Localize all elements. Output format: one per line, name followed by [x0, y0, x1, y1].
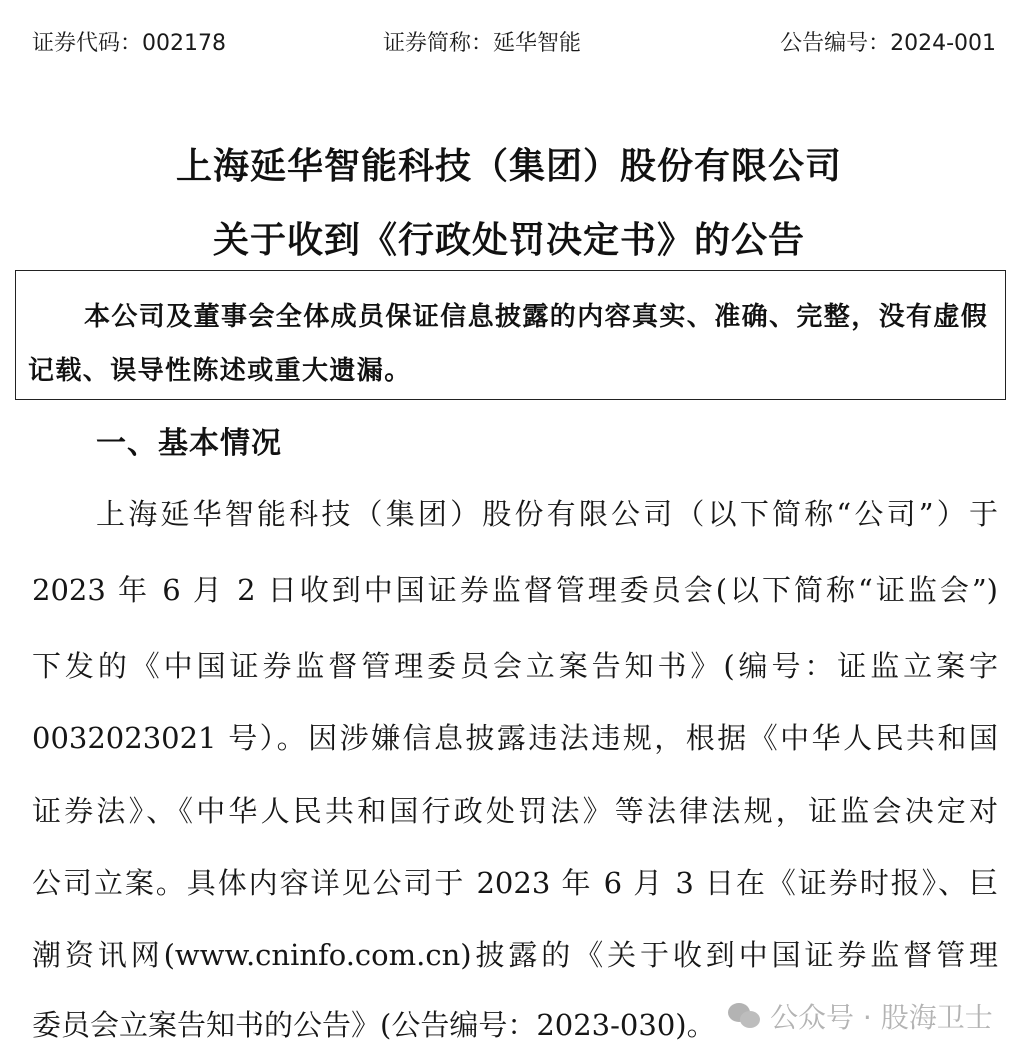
- watermark-text: 公众号 · 股海卫士: [770, 1001, 993, 1034]
- document-header: [0, 28, 1018, 60]
- company-title: 上海延华智能科技（集团）股份有限公司: [175, 146, 842, 187]
- paragraph-line: 下发的《中国证券监督管理委员会立案告知书》(编号：证监立案字: [32, 649, 998, 683]
- paragraph-line: 公司立案。具体内容详见公司于 2023 年 6 月 3 日在《证券时报》、巨: [32, 866, 998, 900]
- paragraph-line: 上海延华智能科技（集团）股份有限公司（以下简称“公司”）于: [96, 497, 998, 531]
- paragraph-line: 潮资讯网(www.cninfo.com.cn)披露的《关于收到中国证券监督管理: [32, 938, 998, 972]
- paragraph-line: 证券法》、《中华人民共和国行政处罚法》等法律法规，证监会决定对: [32, 794, 998, 828]
- section-heading: 一、基本情况: [96, 426, 282, 461]
- announcement-number: 公告编号：2024-001: [780, 31, 996, 56]
- watermark: [728, 996, 993, 1036]
- announcement-title: 关于收到《行政处罚决定书》的公告: [212, 220, 805, 261]
- stock-code: 证券代码：002178: [32, 31, 226, 56]
- paragraph-line: 0032023021 号）。因涉嫌信息披露违法违规，根据《中华人民共和国: [32, 721, 998, 755]
- disclaimer-box: [15, 270, 1006, 400]
- stock-short-name: 证券简称：延华智能: [383, 31, 582, 56]
- paragraph-line: 委员会立案告知书的公告》(公告编号：2023-030)。: [32, 1008, 716, 1042]
- disclaimer-line: 本公司及董事会全体成员保证信息披露的内容真实、准确、完整，没有虚假: [84, 302, 989, 332]
- wechat-icon: [728, 1001, 762, 1031]
- disclaimer-line: 记载、误导性陈述或重大遗漏。: [28, 356, 412, 386]
- paragraph-line: 2023 年 6 月 2 日收到中国证券监督管理委员会(以下简称“证监会”): [32, 573, 998, 607]
